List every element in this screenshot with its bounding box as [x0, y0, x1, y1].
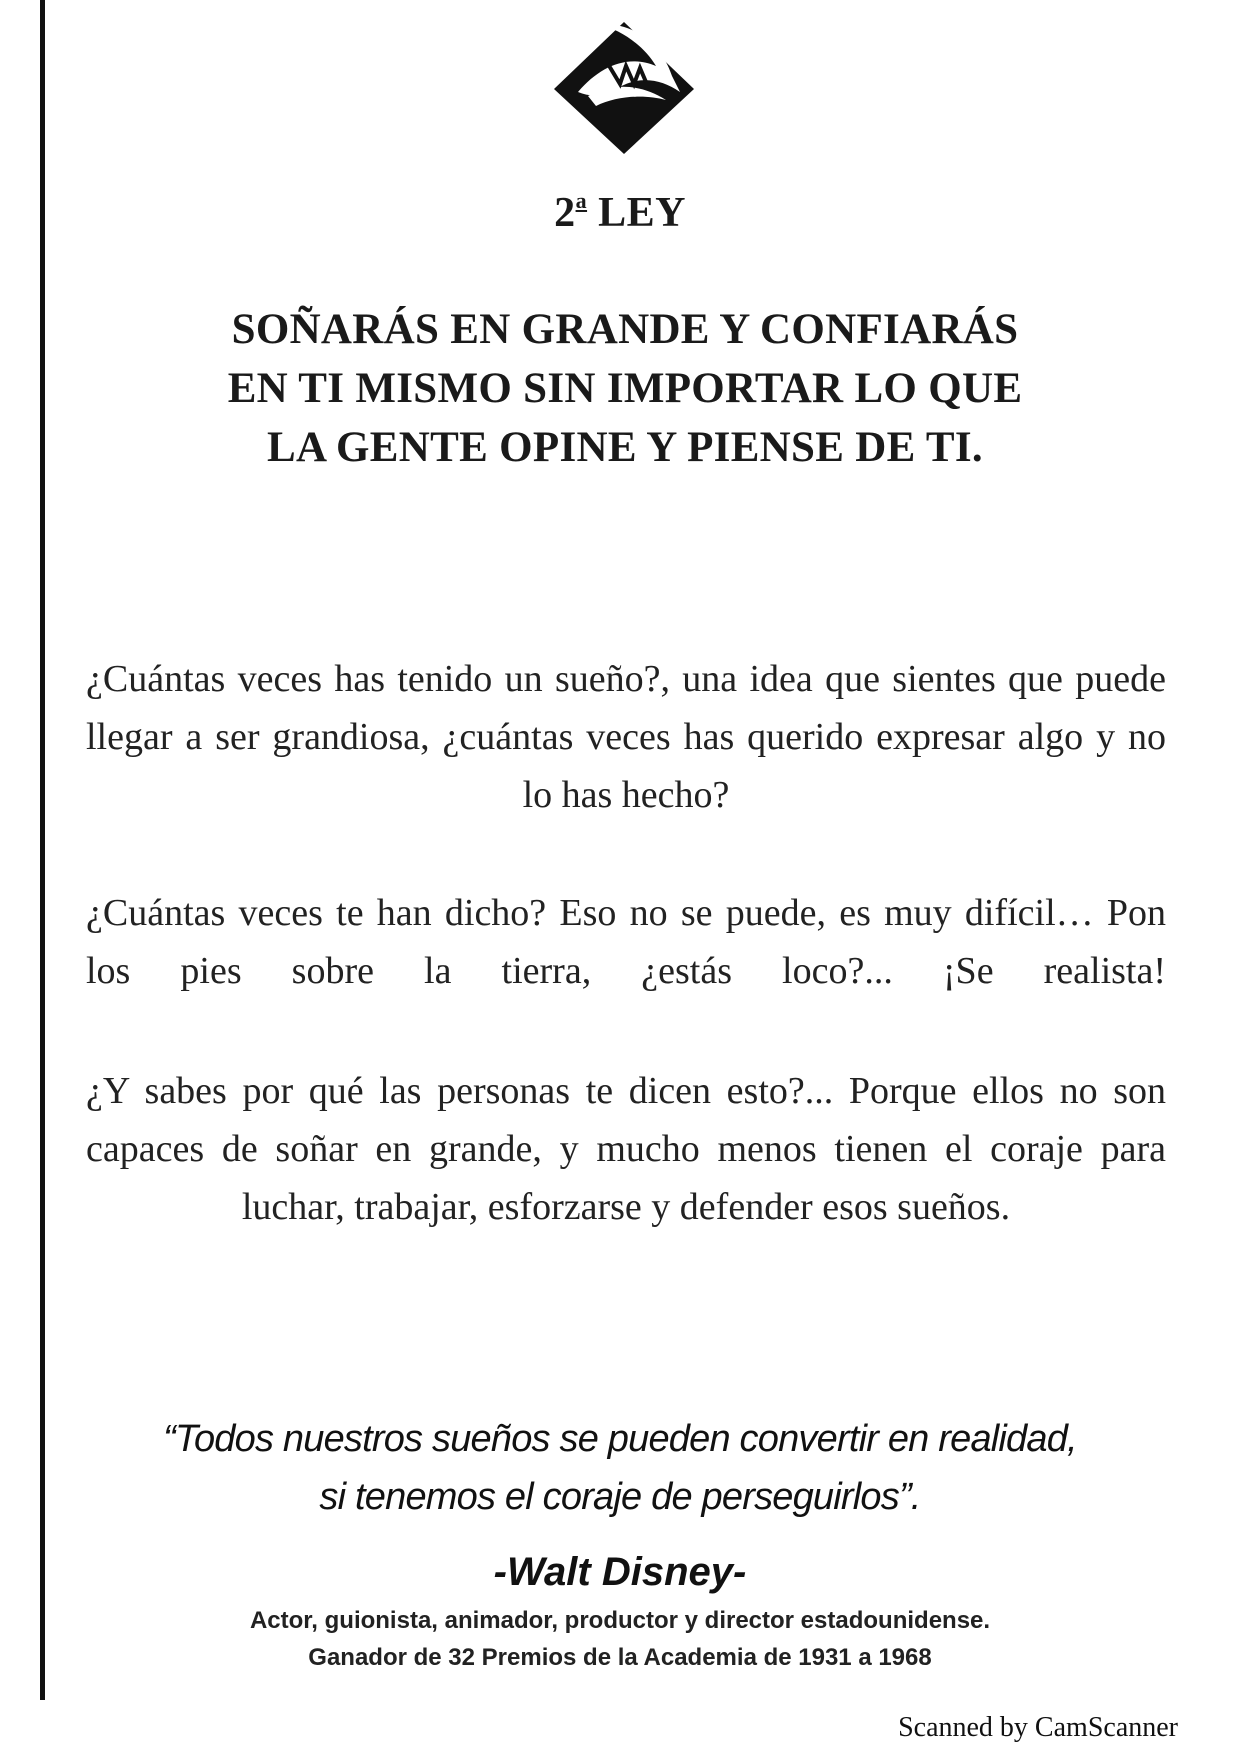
- body-paragraph-3: ¿Y sabes por qué las personas te dicen esto?... Porque ellos no son capaces de soñar en grande, y mucho menos tienen el coraje para luchar, trabajar, esforzarse y defender esos sueños.: [86, 1070, 1166, 1228]
- law-ordinal: a: [575, 188, 588, 213]
- law-title: [130, 300, 1120, 477]
- law-word: LEY: [598, 190, 686, 236]
- law-number: 2: [554, 190, 576, 236]
- law-title-line: LA GENTE OPINE Y PIENSE DE TI.: [267, 424, 983, 471]
- author-description-line: Actor, guionista, animador, productor y director estadounidense.: [249, 1607, 991, 1634]
- quote-line: si tenemos el coraje de perseguirlos”.: [319, 1476, 921, 1518]
- author-description: [0, 1602, 1240, 1676]
- law-title-line: SOÑARÁS EN GRANDE Y CONFIARÁS: [231, 306, 1019, 353]
- body-paragraph-1: ¿Cuántas veces has tenido un sueño?, una idea que sientes que puede llegar a ser grandiosa, ¿cuántas veces has querido expresar algo y no lo has hecho?: [86, 658, 1166, 816]
- shark-fin-logo-icon: [548, 14, 700, 154]
- quote-block: [120, 1410, 1120, 1526]
- body-paragraph-2: ¿Cuántas veces te han dicho? Eso no se puede, es muy difícil… Pon los pies sobre la tierra, ¿estás loco?... ¡Se realista!: [86, 892, 1166, 992]
- quote-author: -Walt Disney-: [493, 1550, 747, 1594]
- author-description-line: Ganador de 32 Premios de la Academia de 1931 a 1968: [308, 1644, 932, 1671]
- page-left-border: [40, 0, 45, 1700]
- scanner-watermark: Scanned by CamScanner: [898, 1712, 1178, 1743]
- quote-line: “Todos nuestros sueños se pueden convertir en realidad,: [163, 1418, 1077, 1460]
- law-heading: [0, 188, 1240, 237]
- law-title-line: EN TI MISMO SIN IMPORTAR LO QUE: [227, 365, 1023, 412]
